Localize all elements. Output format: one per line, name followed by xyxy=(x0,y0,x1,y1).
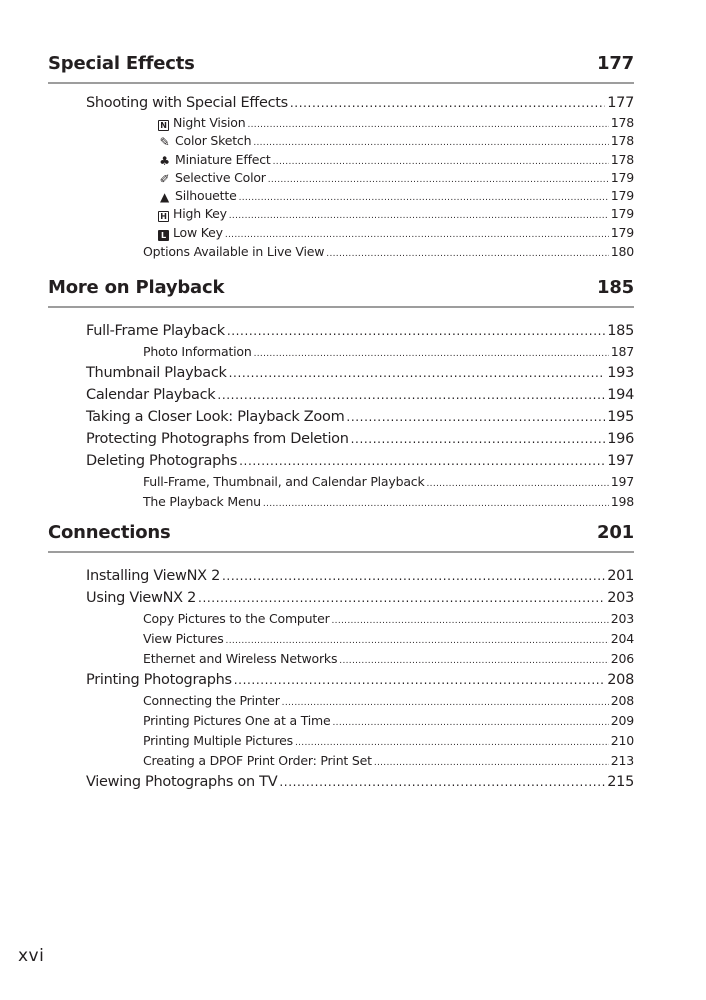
entry-title: Night Vision xyxy=(173,115,246,130)
entry-page: 177 xyxy=(607,95,634,111)
toc-entry[interactable] xyxy=(143,492,634,512)
entry-page: 215 xyxy=(607,774,634,790)
entry-title: Silhouette xyxy=(175,188,237,204)
entry-page: 195 xyxy=(607,409,634,425)
entry-title: Deleting Photographs xyxy=(86,453,238,469)
dot-leader xyxy=(351,428,606,450)
dot-leader xyxy=(282,693,609,713)
entry-page: 209 xyxy=(610,713,634,728)
dot-leader xyxy=(295,733,609,753)
section-title: More on Playback xyxy=(48,277,225,298)
entry-page: 201 xyxy=(607,568,634,584)
entry-page: 179 xyxy=(610,169,634,185)
entry-page: 204 xyxy=(610,631,634,646)
dot-leader xyxy=(339,651,608,671)
dot-leader xyxy=(222,565,605,587)
entry-page: 179 xyxy=(610,224,634,240)
toc-entry[interactable] xyxy=(158,132,634,150)
toc-entry[interactable] xyxy=(86,320,634,342)
toc-entry[interactable] xyxy=(158,187,634,205)
entry-title: Calendar Playback xyxy=(86,387,216,403)
entry-page: 178 xyxy=(610,151,634,167)
section-page: 201 xyxy=(597,522,634,543)
toc-entry[interactable] xyxy=(143,751,634,771)
toc-entry[interactable] xyxy=(158,224,634,242)
entry-page: 180 xyxy=(610,244,634,260)
dot-leader xyxy=(326,244,608,264)
entry-page: 213 xyxy=(610,753,634,768)
dot-leader xyxy=(247,116,608,134)
entry-page: 210 xyxy=(610,733,634,748)
dot-leader xyxy=(253,134,608,152)
toc-entry[interactable] xyxy=(143,731,634,751)
entry-title: Low Key xyxy=(173,224,223,240)
entry-title: Color Sketch xyxy=(175,133,252,149)
entry-page: 178 xyxy=(610,115,634,130)
entry-page: 203 xyxy=(607,590,634,606)
entry-title: Installing ViewNX 2 xyxy=(86,568,221,584)
entry-page: 185 xyxy=(607,323,634,339)
selective-color-icon: ✐ xyxy=(159,171,170,186)
entry-title: Copy Pictures to the Computer xyxy=(143,611,330,626)
entry-page: 196 xyxy=(607,431,634,447)
dot-leader xyxy=(234,669,605,691)
toc-entries xyxy=(48,308,634,512)
color-sketch-icon: ✎ xyxy=(159,135,170,150)
toc-entry[interactable] xyxy=(143,609,634,629)
dot-leader xyxy=(268,171,609,189)
toc-entry[interactable] xyxy=(143,342,634,362)
toc-entry[interactable] xyxy=(143,472,634,492)
toc-entries xyxy=(48,84,634,262)
toc-entry[interactable] xyxy=(143,242,634,262)
dot-leader xyxy=(332,611,609,631)
toc-entry[interactable] xyxy=(86,669,634,691)
section-special-effects xyxy=(48,46,634,262)
dot-leader xyxy=(333,713,609,733)
entry-title: Options Available in Live View xyxy=(143,244,325,260)
entry-title: Full-Frame Playback xyxy=(86,323,225,339)
dot-leader xyxy=(254,344,609,364)
section-more-on-playback xyxy=(48,270,634,512)
dot-leader xyxy=(273,153,609,171)
toc-entries xyxy=(48,553,634,793)
entry-page: 198 xyxy=(610,494,634,509)
entry-page: 197 xyxy=(607,453,634,469)
section-page: 185 xyxy=(597,277,634,298)
dot-leader xyxy=(239,450,605,472)
entry-title: Printing Multiple Pictures xyxy=(143,733,293,748)
section-connections xyxy=(48,515,634,793)
toc-entry[interactable] xyxy=(86,92,634,114)
toc-entry[interactable] xyxy=(86,406,634,428)
toc-entry[interactable] xyxy=(158,205,634,223)
dot-leader xyxy=(346,406,605,428)
entry-page: 206 xyxy=(610,651,634,666)
entry-page: 187 xyxy=(610,344,634,359)
entry-page: 193 xyxy=(607,365,634,381)
entry-title: High Key xyxy=(173,206,227,222)
entry-page: 178 xyxy=(610,133,634,149)
section-page: 177 xyxy=(597,53,634,74)
dot-leader xyxy=(226,631,609,651)
toc-entry[interactable] xyxy=(86,450,634,472)
toc-entry[interactable] xyxy=(143,691,634,711)
dot-leader xyxy=(198,587,605,609)
silhouette-icon: ▲ xyxy=(159,190,170,205)
entry-page: 203 xyxy=(610,611,634,626)
entry-title: Printing Pictures One at a Time xyxy=(143,713,331,728)
section-title: Connections xyxy=(48,522,171,543)
entry-page: 179 xyxy=(610,206,634,222)
entry-title: Shooting with Special Effects xyxy=(86,95,288,111)
section-heading xyxy=(48,270,634,308)
dot-leader xyxy=(227,320,605,342)
low-key-icon: L xyxy=(158,230,169,241)
entry-page: 179 xyxy=(610,188,634,204)
entry-title: Taking a Closer Look: Playback Zoom xyxy=(86,409,345,425)
entry-title: Ethernet and Wireless Networks xyxy=(143,651,338,666)
dot-leader xyxy=(263,494,609,514)
entry-title: Thumbnail Playback xyxy=(86,365,227,381)
entry-title: Selective Color xyxy=(175,169,266,185)
dot-leader xyxy=(229,207,609,225)
toc-entry[interactable] xyxy=(86,565,634,587)
entry-page: 208 xyxy=(610,693,634,708)
entry-title: View Pictures xyxy=(143,631,224,646)
entry-title: Photo Information xyxy=(143,344,252,359)
toc-entry[interactable] xyxy=(158,151,634,169)
section-title: Special Effects xyxy=(48,53,195,74)
dot-leader xyxy=(290,92,605,114)
entry-page: 194 xyxy=(607,387,634,403)
night-vision-icon: N xyxy=(158,120,169,131)
entry-title: The Playback Menu xyxy=(143,494,261,509)
miniature-effect-icon: ♣ xyxy=(159,153,170,168)
toc-entry[interactable] xyxy=(143,629,634,649)
entry-title: Printing Photographs xyxy=(86,672,232,688)
page-number: xvi xyxy=(18,946,45,966)
toc-entry[interactable] xyxy=(86,384,634,406)
entry-title: Creating a DPOF Print Order: Print Set xyxy=(143,753,372,768)
entry-page: 197 xyxy=(610,474,634,489)
toc-entry[interactable] xyxy=(158,169,634,187)
entry-page: 208 xyxy=(607,672,634,688)
toc-entry[interactable] xyxy=(86,428,634,450)
toc-entry[interactable] xyxy=(143,649,634,669)
entry-title: Viewing Photographs on TV xyxy=(86,774,278,790)
dot-leader xyxy=(239,189,609,207)
toc-entry[interactable] xyxy=(143,711,634,731)
section-heading xyxy=(48,46,634,84)
dot-leader xyxy=(279,771,605,793)
toc-entry[interactable] xyxy=(158,114,634,132)
dot-leader xyxy=(229,362,606,384)
toc-entry[interactable] xyxy=(86,362,634,384)
toc-entry[interactable] xyxy=(86,587,634,609)
toc-entry[interactable] xyxy=(86,771,634,793)
entry-title: Full-Frame, Thumbnail, and Calendar Playback xyxy=(143,474,425,489)
section-heading xyxy=(48,515,634,553)
entry-title: Connecting the Printer xyxy=(143,693,280,708)
entry-title: Using ViewNX 2 xyxy=(86,590,197,606)
dot-leader xyxy=(217,384,605,406)
high-key-icon: H xyxy=(158,211,169,222)
entry-title: Miniature Effect xyxy=(175,151,271,167)
dot-leader xyxy=(374,753,609,773)
dot-leader xyxy=(427,474,609,494)
entry-title: Protecting Photographs from Deletion xyxy=(86,431,349,447)
